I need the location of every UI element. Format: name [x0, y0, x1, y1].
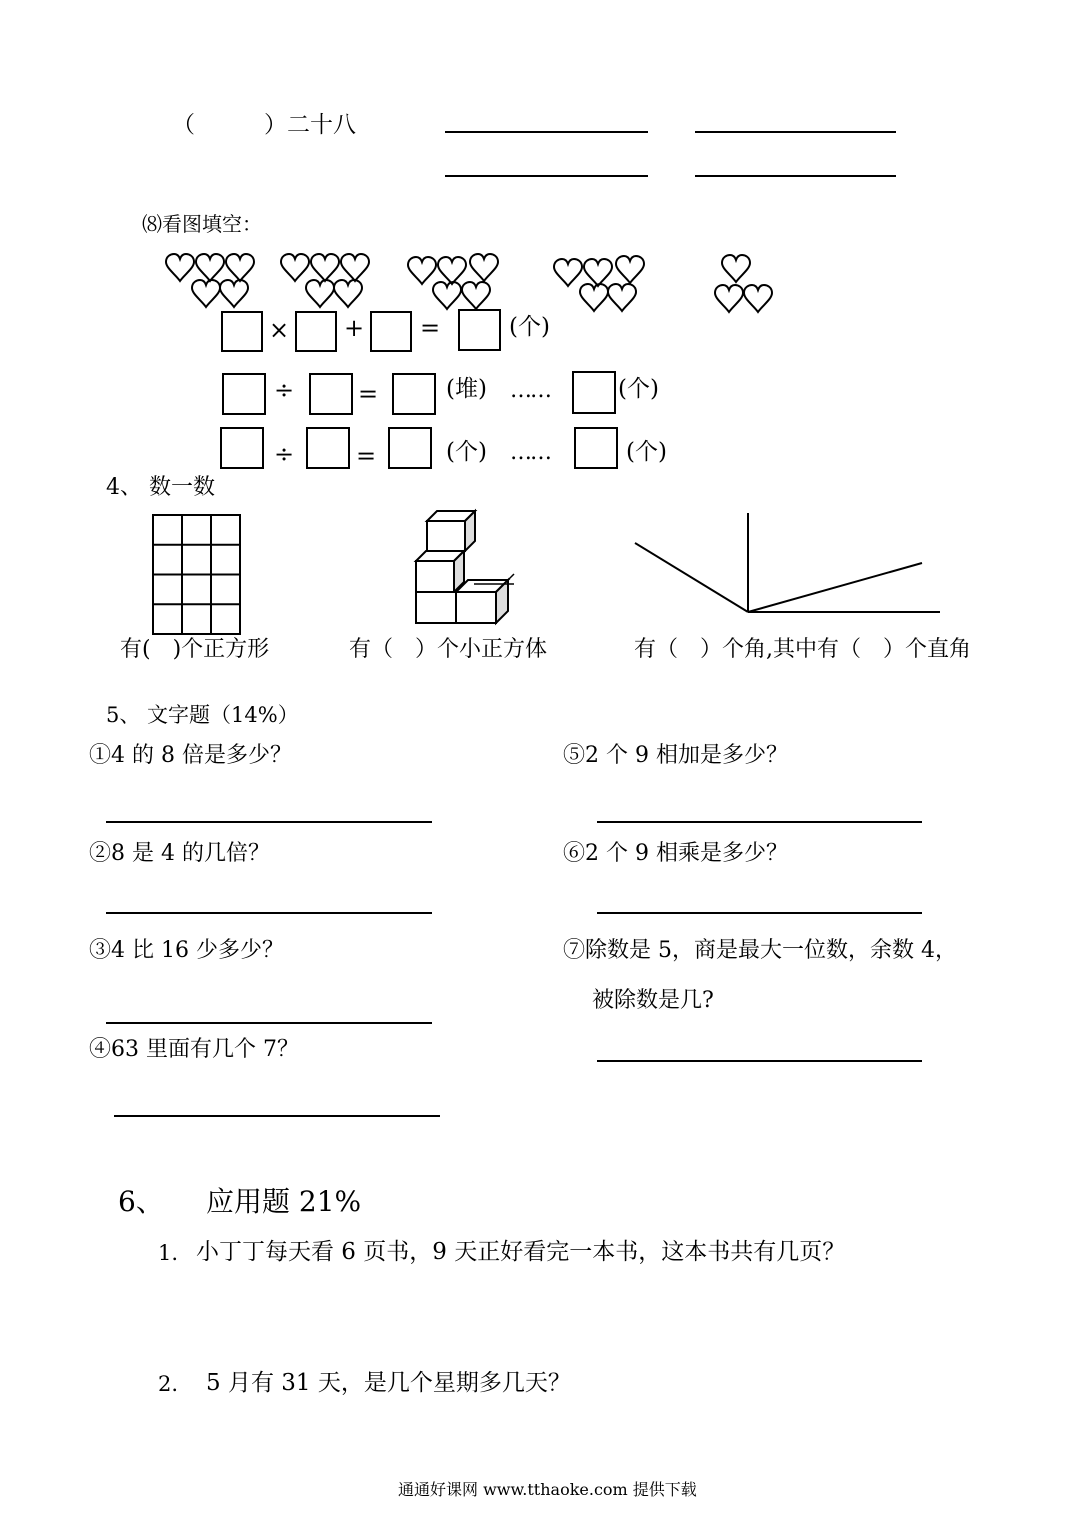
- heart-group-3: [408, 254, 498, 309]
- question-4: ④63 里面有几个 7？: [89, 1037, 299, 1062]
- answer-box[interactable]: [306, 427, 350, 469]
- heart-icon: [281, 254, 309, 281]
- answer-box[interactable]: [572, 371, 616, 414]
- section-6-number: 6、: [118, 1185, 164, 1218]
- answer-box[interactable]: [222, 373, 266, 415]
- equals-sign: =: [358, 380, 379, 408]
- heart-groups: [0, 0, 1087, 320]
- section-6-title: 应用题 21%: [206, 1185, 362, 1218]
- problem-2-num: 2.: [158, 1372, 179, 1396]
- caption-angles: 有（ ）个角,其中有（ ）个直角: [634, 637, 971, 662]
- problem-1-num: 1.: [158, 1241, 179, 1265]
- ellipsis: ……: [510, 378, 550, 403]
- fill-blank-28: （ ）二十八: [172, 112, 356, 138]
- question-1: ①4 的 8 倍是多少？: [89, 743, 292, 768]
- heart-icon: [311, 254, 339, 281]
- heart-icon: [192, 280, 220, 307]
- question-7: ⑦除数是 5，商是最大一位数，余数 4，: [563, 938, 957, 963]
- caption-cubes: 有（ ）个小正方体: [349, 637, 548, 662]
- heart-group-5: [715, 255, 772, 312]
- heart-icon: [715, 285, 743, 312]
- heart-icon: [306, 280, 334, 307]
- heart-icon: [616, 256, 644, 283]
- plus-sign: +: [344, 314, 365, 342]
- heart-icon: [554, 259, 582, 286]
- angle-figure: [634, 512, 944, 614]
- heart-icon: [226, 254, 254, 281]
- question-3: ③4 比 16 少多少？: [89, 938, 284, 963]
- heart-icon: [341, 254, 369, 281]
- caption-squares: 有( )个正方形: [120, 637, 270, 662]
- heart-icon: [608, 284, 636, 311]
- heart-group-4: [554, 256, 644, 311]
- heart-icon: [462, 282, 490, 309]
- answer-box[interactable]: [295, 311, 337, 352]
- question-6: ⑥2 个 9 相乘是多少？: [563, 841, 788, 866]
- heart-group-1: [166, 254, 254, 307]
- heart-icon: [584, 259, 612, 286]
- unit-label: (个): [509, 314, 550, 340]
- question-7-cont: 被除数是几?: [592, 988, 714, 1013]
- divide-sign: ÷: [274, 440, 295, 468]
- heart-icon: [438, 257, 466, 284]
- answer-box[interactable]: [309, 373, 353, 415]
- unit-label: (个): [626, 439, 667, 465]
- answer-line[interactable]: [106, 1022, 432, 1024]
- q8-title: ⑻看图填空：: [142, 212, 262, 236]
- section-4-title: 4、 数一数: [106, 475, 215, 500]
- unit-label: (个): [618, 376, 659, 402]
- heart-icon: [722, 255, 750, 282]
- answer-line[interactable]: [597, 1060, 922, 1062]
- heart-icon: [166, 254, 194, 281]
- footer-text: 通通好课网 www.tthaoke.com 提供下载: [398, 1480, 697, 1499]
- heart-icon: [196, 254, 224, 281]
- divide-sign: ÷: [274, 376, 295, 404]
- answer-line[interactable]: [106, 912, 432, 914]
- unit-label: (堆): [446, 376, 487, 402]
- answer-line[interactable]: [114, 1115, 440, 1117]
- answer-line[interactable]: [597, 821, 922, 823]
- stacked-cubes-figure: [412, 510, 522, 626]
- answer-box[interactable]: [392, 373, 436, 415]
- ellipsis: ……: [510, 440, 550, 465]
- equals-sign: =: [420, 314, 441, 342]
- heart-icon: [433, 282, 461, 309]
- question-2: ②8 是 4 的几倍？: [89, 841, 270, 866]
- heart-group-2: [281, 254, 369, 307]
- question-5: ⑤2 个 9 相加是多少？: [563, 743, 788, 768]
- heart-icon: [580, 284, 608, 311]
- problem-2-text: 5 月有 31 天，是几个星期多几天？: [206, 1370, 571, 1396]
- heart-icon: [334, 280, 362, 307]
- unit-label: (个): [446, 439, 487, 465]
- answer-box[interactable]: [221, 311, 263, 352]
- heart-icon: [470, 254, 498, 281]
- answer-line[interactable]: [106, 821, 432, 823]
- problem-1-text: 小丁丁每天看 6 页书，9 天正好看完一本书，这本书共有几页？: [196, 1239, 846, 1265]
- answer-box[interactable]: [220, 427, 264, 469]
- answer-box[interactable]: [388, 427, 432, 469]
- multiply-sign: ×: [269, 316, 290, 344]
- answer-box[interactable]: [370, 311, 412, 352]
- square-grid-figure: [152, 514, 242, 636]
- heart-icon: [744, 285, 772, 312]
- section-5-title: 5、 文字题（14%）: [106, 703, 299, 727]
- heart-icon: [408, 257, 436, 284]
- answer-line[interactable]: [597, 912, 922, 914]
- heart-icon: [220, 280, 248, 307]
- answer-box[interactable]: [574, 427, 618, 469]
- answer-box[interactable]: [458, 309, 501, 351]
- equals-sign: =: [356, 442, 377, 470]
